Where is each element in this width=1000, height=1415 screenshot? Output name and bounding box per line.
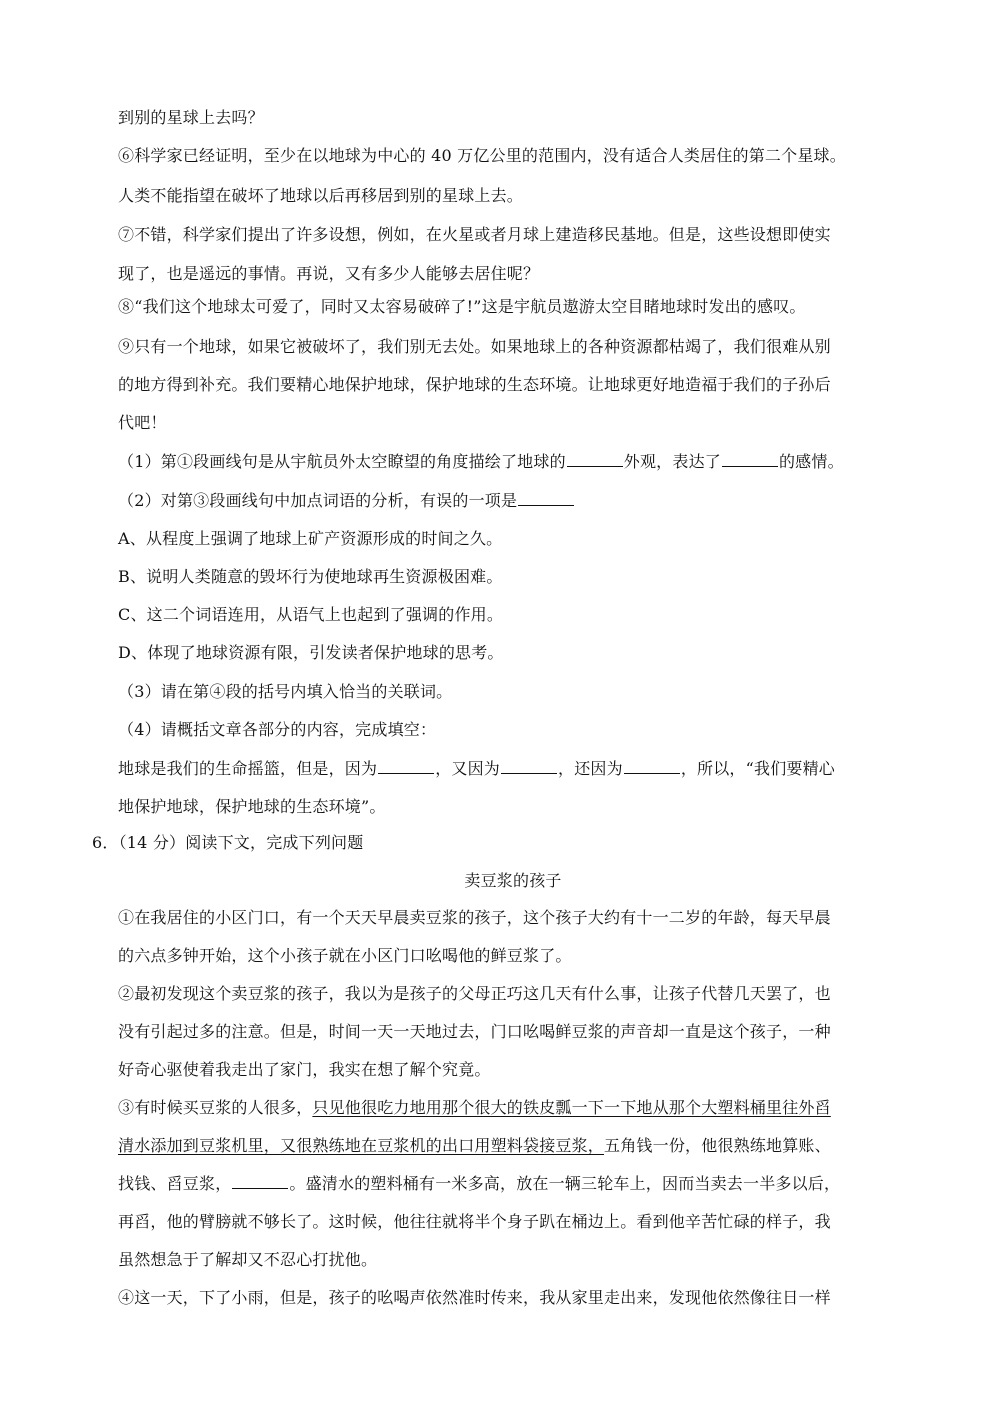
passage-line: 没有引起过多的注意。但是，时间一天一天地过去，门口吆喝鲜豆浆的声音却一直是这个孩子，一种 — [118, 1022, 831, 1041]
fill-in-line — [118, 758, 908, 780]
passage-text: 五角钱一份，他很熟练地算账、 — [604, 1136, 831, 1155]
section-6-header: 6．（14 分）阅读下文，完成下列问题 — [92, 833, 364, 852]
text-line: 现了，也是遥远的事情。再说，又有多少人能够去居住呢？ — [118, 264, 540, 283]
option-a: A、从程度上强调了地球上矿产资源形成的时间之久。 — [118, 529, 503, 548]
passage-line: ②最初发现这个卖豆浆的孩子，我以为是孩子的父母正巧这几天有什么事，让孩子代替几天罢了，也 — [118, 984, 831, 1003]
answer-blank[interactable] — [567, 452, 623, 467]
answer-blank[interactable] — [501, 759, 557, 774]
passage-title: 卖豆浆的孩子 — [464, 871, 562, 890]
underlined-sentence: 只见他很吃力地用那个很大的铁皮瓢一下一下地从那个大塑料桶里往外舀 — [312, 1098, 831, 1117]
option-b: B、说明人类随意的毁坏行为使地球再生资源极困难。 — [118, 567, 503, 586]
fill-text: 地球是我们的生命摇篮，但是，因为 — [118, 759, 378, 778]
text-line: 到别的星球上去吗？ — [118, 108, 264, 127]
option-c: C、这二个词语连用，从语气上也起到了强调的作用。 — [118, 605, 504, 624]
passage-line: 的六点多钟开始，这个小孩子就在小区门口吆喝他的鲜豆浆了。 — [118, 946, 572, 965]
answer-blank[interactable] — [518, 491, 574, 506]
q1-part3: 的感情。 — [778, 452, 844, 471]
q1-part2: 外观，表达了 — [623, 452, 721, 471]
passage-text: 。盛清水的塑料桶有一米多高，放在一辆三轮车上，因而当卖去一半多以后， — [289, 1174, 841, 1193]
fill-in-line-2: 地保护地球，保护地球的生态环境”。 — [118, 797, 386, 816]
q2-text: （2）对第③段画线句中加点词语的分析，有误的一项是 — [118, 491, 518, 510]
text-line: 人类不能指望在破坏了地球以后再移居到别的星球上去。 — [118, 186, 524, 205]
text-line: 代吧！ — [118, 413, 167, 432]
answer-blank[interactable] — [624, 759, 680, 774]
passage-line: ④这一天，下了小雨，但是，孩子的吆喝声依然准时传来，我从家里走出来，发现他依然像往日一样 — [118, 1288, 831, 1307]
question-3: （3）请在第④段的括号内填入恰当的关联词。 — [118, 682, 453, 701]
fill-text: ，又因为 — [435, 759, 501, 778]
passage-text: ③有时候买豆浆的人很多， — [118, 1098, 313, 1117]
option-d: D、体现了地球资源有限，引发读者保护地球的思考。 — [118, 643, 504, 662]
question-1 — [118, 451, 908, 473]
passage-line — [118, 1097, 908, 1119]
passage-line: ①在我居住的小区门口，有一个天天早晨卖豆浆的孩子，这个孩子大约有十一二岁的年龄，每天早晨 — [118, 908, 831, 927]
passage-line — [118, 1135, 908, 1157]
answer-blank[interactable] — [378, 759, 434, 774]
question-2 — [118, 490, 908, 512]
text-line: ⑨只有一个地球，如果它被破坏了，我们别无去处。如果地球上的各种资源都枯竭了，我们很难从别 — [118, 337, 831, 356]
text-line: ⑧“我们这个地球太可爱了，同时又太容易破碎了!”这是宇航员遨游太空目睹地球时发出的感叹。 — [118, 297, 806, 316]
text-line: ⑦不错，科学家们提出了许多设想，例如，在火星或者月球上建造移民基地。但是，这些设想即使实 — [118, 225, 831, 244]
passage-line: 虽然想急于了解却又不忍心打扰他。 — [118, 1250, 378, 1269]
fill-text: ，所以，“我们要精心 — [680, 759, 836, 778]
passage-line: 再舀，他的臂膀就不够长了。这时候，他往往就将半个身子趴在桶边上。看到他辛苦忙碌的样子，我 — [118, 1212, 831, 1231]
underlined-sentence: 清水添加到豆浆机里，又很熟练地在豆浆机的出口用塑料袋接豆浆， — [118, 1136, 605, 1155]
passage-line — [118, 1173, 908, 1195]
fill-text: ，还因为 — [558, 759, 623, 778]
answer-blank[interactable] — [722, 452, 778, 467]
answer-blank[interactable] — [232, 1174, 288, 1189]
text-line: 的地方得到补充。我们要精心地保护地球，保护地球的生态环境。让地球更好地造福于我们的子孙后 — [118, 375, 831, 394]
passage-text: 找钱、舀豆浆， — [118, 1174, 232, 1193]
passage-line: 好奇心驱使着我走出了家门，我实在想了解个究竟。 — [118, 1060, 491, 1079]
question-4: （4）请概括文章各部分的内容，完成填空： — [118, 720, 437, 739]
q1-part1: （1）第①段画线句是从宇航员外太空瞭望的角度描绘了地球的 — [118, 452, 566, 471]
text-line: ⑥科学家已经证明，至少在以地球为中心的 40 万亿公里的范围内，没有适合人类居住的第二个星球。 — [118, 146, 846, 165]
